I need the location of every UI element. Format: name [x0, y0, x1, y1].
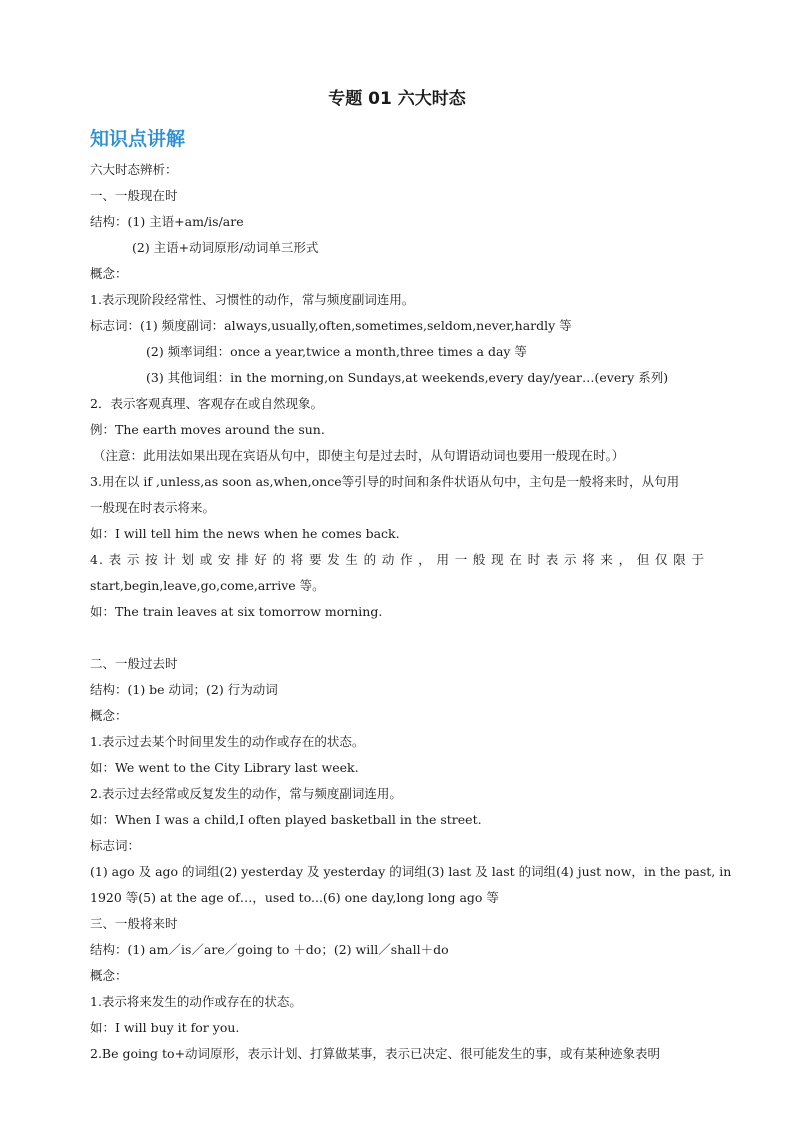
section-heading: 知识点讲解: [90, 128, 186, 150]
text-line: 一般现在时表示将来。: [90, 500, 216, 515]
text-line: 1.表示过去某个时间里发生的动作或存在的状态。: [90, 734, 365, 749]
text-line: 结构：(1) am／is／are／going to ＋do；(2) will／shall＋do: [90, 942, 449, 957]
text-line: 概念：: [90, 708, 128, 723]
text-line: 1920 等(5) at the age of…，used to...(6) one day,long long ago 等: [90, 890, 499, 905]
text-line: (2) 主语+动词原形/动词单三形式: [132, 240, 319, 255]
text-line: 三、一般将来时: [90, 916, 178, 931]
text-line: (2) 频率词组：once a year,twice a month,three times a day 等: [146, 344, 527, 359]
text-line: 如：I will buy it for you.: [90, 1020, 240, 1035]
text-line: 二、一般过去时: [90, 656, 178, 671]
text-line: 1.表示现阶段经常性、习惯性的动作，常与频度副词连用。: [90, 292, 415, 307]
text-line: (3) 其他词组：in the morning,on Sundays,at weekends,every day/year…(every 系列): [146, 370, 669, 385]
text-line: （注意：此用法如果出现在宾语从句中，即使主句是过去时，从句谓语动词也要用一般现在时。）: [93, 448, 625, 463]
text-line: 结构：(1) 主语+am/is/are: [90, 214, 244, 229]
text-line: 概念：: [90, 266, 128, 281]
text-line: 结构：(1) be 动词；(2) 行为动词: [90, 682, 278, 697]
text-line: 3.用在以 if ,unless,as soon as,when,once等引导的时间和条件状语从句中，主句是一般将来时，从句用: [90, 474, 680, 489]
text-line: 如：When I was a child,I often played basketball in the street.: [90, 812, 482, 827]
text-line: 如：The train leaves at six tomorrow morning.: [90, 604, 383, 619]
text-line: 2.表示过去经常或反复发生的动作，常与频度副词连用。: [90, 786, 402, 801]
text-line: 概念：: [90, 968, 128, 983]
text-line: 4.表示按计划或安排好的将要发生的动作，用一般现在时表示将来，但仅限于: [90, 552, 705, 567]
text-line: 标志词：(1) 频度副词：always,usually,often,sometimes,seldom,never,hardly 等: [90, 318, 572, 333]
text-line: 例：The earth moves around the sun.: [90, 422, 325, 437]
text-line: (1) ago 及 ago 的词组(2) yesterday 及 yesterday 的词组(3) last 及 last 的词组(4) just now，in the past, in: [90, 864, 732, 879]
text-line: 如：I will tell him the news when he comes back.: [90, 526, 400, 541]
text-line: start,begin,leave,go,come,arrive 等。: [90, 578, 325, 593]
page-title: 专题 01 六大时态: [328, 89, 466, 109]
text-line: 标志词：: [90, 838, 141, 853]
text-line: 2.Be going to+动词原形，表示计划、打算做某事，表示已决定、很可能发生的事，或有某种迹象表明: [90, 1046, 661, 1061]
text-line: 1.表示将来发生的动作或存在的状态。: [90, 994, 302, 1009]
text-line: 六大时态辨析：: [90, 162, 178, 177]
text-line: 如：We went to the City Library last week.: [90, 760, 359, 775]
text-line: 一、一般现在时: [90, 188, 178, 203]
text-line: 2．表示客观真理、客观存在或自然现象。: [90, 396, 323, 411]
